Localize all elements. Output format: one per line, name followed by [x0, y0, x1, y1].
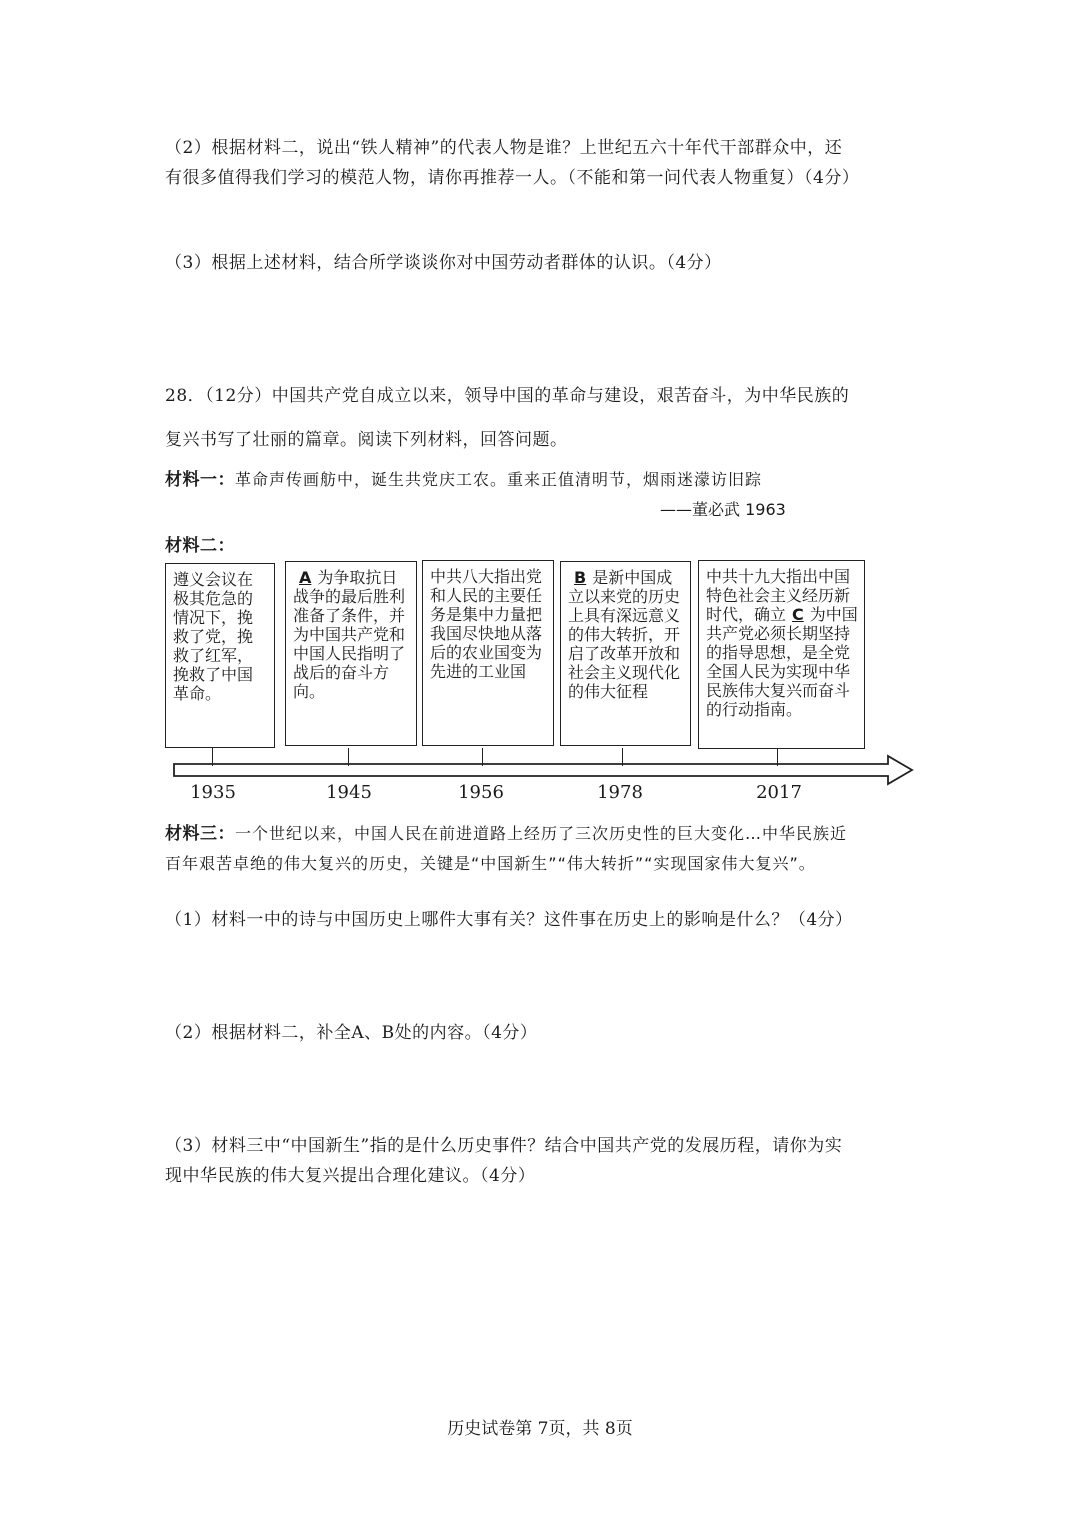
- q27-part3: （3）根据上述材料，结合所学谈谈你对中国劳动者群体的认识。（4分）: [165, 253, 722, 273]
- page-footer: 历史试卷第 7页，共 8页: [447, 1419, 633, 1439]
- q28-intro-line1: 28．（12分）中国共产党自成立以来，领导中国的革命与建设，艰苦奋斗，为中华民族的: [165, 386, 850, 406]
- timeline-box-1978: [560, 561, 691, 746]
- q28-sub3-line1: （3）材料三中“中国新生”指的是什么历史事件？结合中国共产党的发展历程，请你为实: [165, 1136, 843, 1156]
- q28-sub3-line2: 现中华民族的伟大复兴提出合理化建议。（4分）: [165, 1166, 536, 1186]
- q28-sub2: （2）根据材料二，补全A、B处的内容。（4分）: [165, 1023, 538, 1043]
- material3-line1: [165, 819, 847, 844]
- material1-text: 革命声传画舫中，诞生共党庆工农。重来正值清明节，烟雨迷濛访旧踪: [235, 470, 763, 489]
- year-1956: 1956: [458, 782, 504, 803]
- timeline-box-2017: [698, 560, 865, 749]
- timeline-text-1956: 中共八大指出党和人民的主要任务是集中力量把我国尽快地从落后的农业国变为先进的工业国: [430, 567, 543, 681]
- timeline-box-1945: [285, 561, 417, 746]
- q27-part2-line2: 有很多值得我们学习的模范人物，请你再推荐一人。（不能和第一问代表人物重复）（4分）: [165, 168, 860, 188]
- timeline-text-2017: 为中国共产党必须长期坚持的指导思想，是全党全国人民为实现中华民族伟大复兴而奋斗的行动指南。: [706, 605, 858, 719]
- timeline-text-1935: 遵义会议在极其危急的情况下，挽救了党，挽救了红军，挽救了中国革命。: [173, 570, 254, 703]
- blank-a: A: [299, 568, 312, 587]
- year-1935: 1935: [190, 782, 236, 803]
- blank-b: B: [574, 568, 587, 587]
- material2-label: 材料二：: [165, 536, 235, 556]
- material1-label: 材料一：: [165, 470, 235, 490]
- timeline-text-2017-before: 中共十九大指出中国特色社会主义经历新时代，确立: [706, 567, 851, 624]
- year-2017: 2017: [756, 782, 802, 803]
- timeline-text-1978: 是新中国成立以来党的历史上具有深远意义的伟大转折，开启了改革开放和社会主义现代化的伟大征程: [568, 568, 681, 701]
- timeline-box-1935: [165, 563, 275, 748]
- q27-part2-line1: （2）根据材料二，说出“铁人精神”的代表人物是谁？上世纪五六十年代干部群众中，还: [165, 138, 843, 158]
- year-1945: 1945: [326, 782, 372, 803]
- material1-attribution: ——董必武 1963: [660, 500, 786, 519]
- q28-intro-line2: 复兴书写了壮丽的篇章。阅读下列材料，回答问题。: [165, 430, 568, 450]
- q28-sub1: （1）材料一中的诗与中国历史上哪件大事有关？这件事在历史上的影响是什么？（4分）: [165, 910, 853, 930]
- material3-line2: 百年艰苦卓绝的伟大复兴的历史，关键是“中国新生”“伟大转折”“实现国家伟大复兴”。: [165, 854, 816, 873]
- timeline-box-1956: [422, 560, 554, 746]
- timeline-text-1945: 为争取抗日战争的最后胜利准备了条件，并为中国共产党和中国人民指明了战后的奋斗方向。: [293, 568, 406, 701]
- blank-c: C: [792, 605, 804, 624]
- material3-text-line1: 一个世纪以来，中国人民在前进道路上经历了三次历史性的巨大变化…中华民族近: [235, 824, 848, 843]
- material1: [165, 465, 762, 490]
- material3-label: 材料三：: [165, 824, 235, 844]
- material2: [165, 531, 235, 556]
- year-1978: 1978: [597, 782, 643, 803]
